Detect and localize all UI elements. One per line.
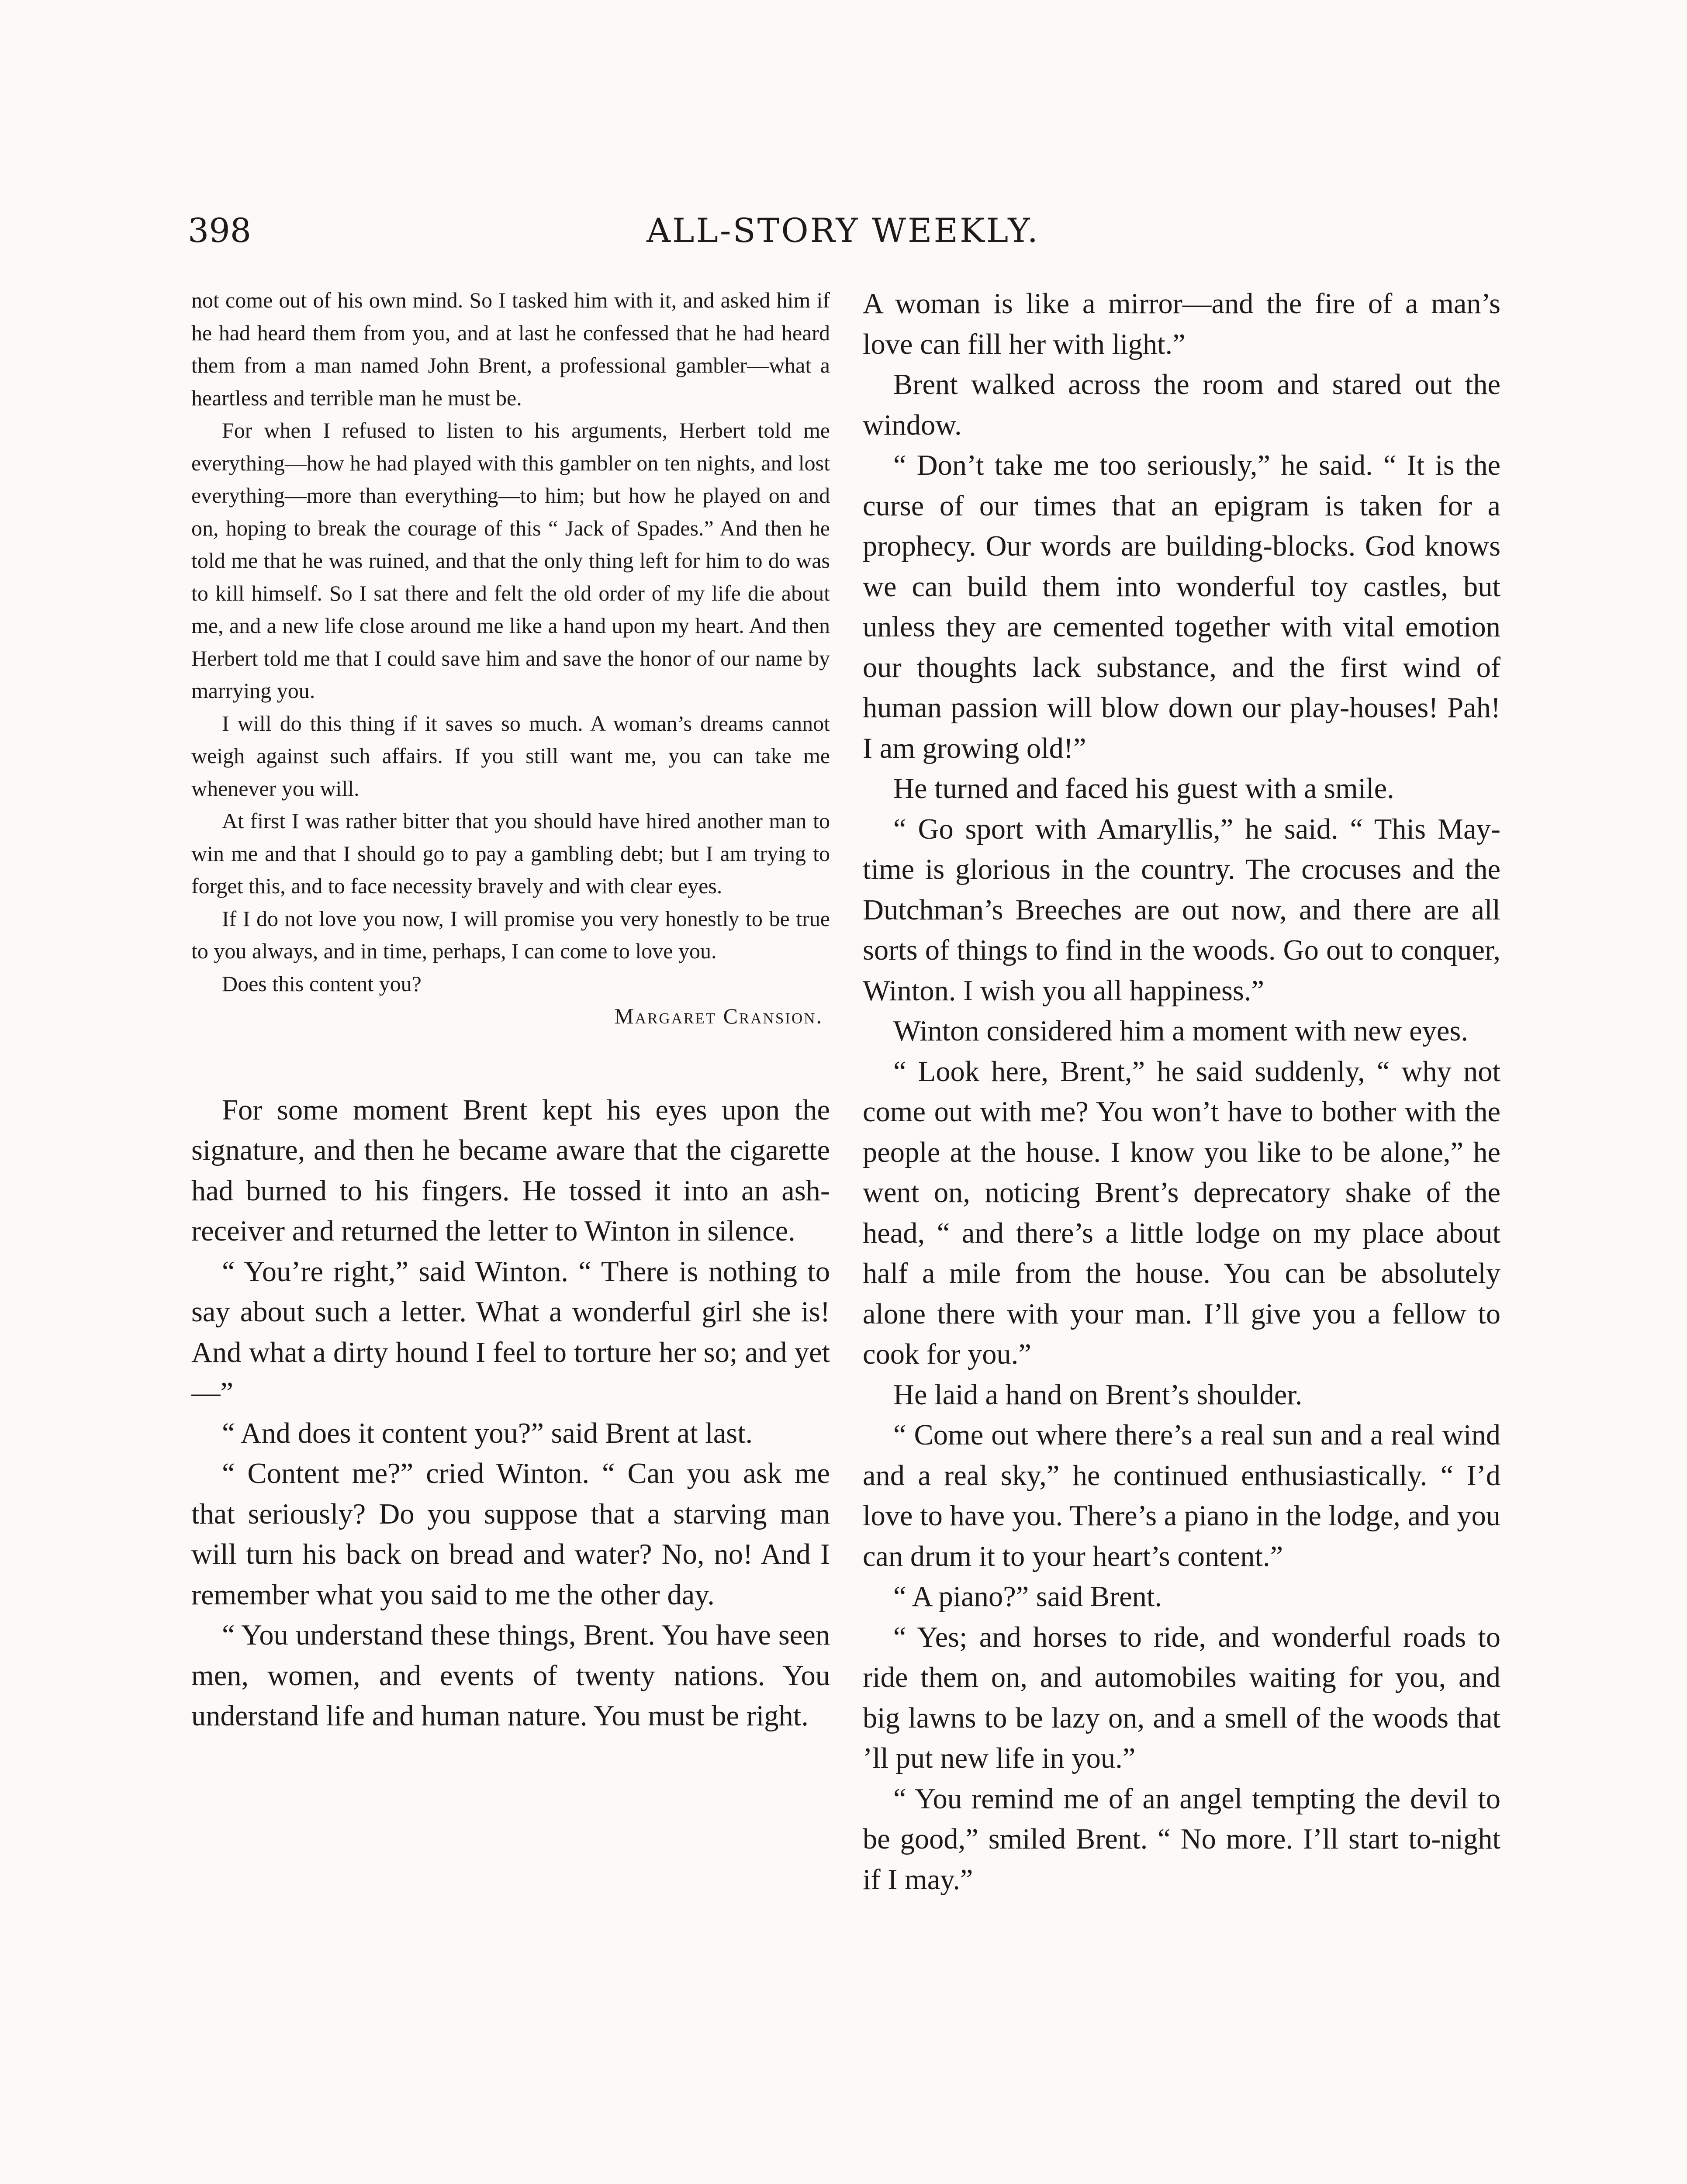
- letter-paragraph: not come out of his own mind. So I tasked him with it, and asked him if he had heard them from you, and at last he confessed that he had heard them from a man named John Brent, a professional gambler—what a heartless and terrible man he must be.: [191, 288, 830, 410]
- story-text-left: [191, 1090, 830, 1737]
- running-header: [188, 209, 1498, 261]
- story-paragraph: “ You understand these things, Brent. You have seen men, women, and events of twenty nations. You understand life and human nature. You must be right.: [191, 1619, 830, 1732]
- story-paragraph: “ You remind me of an angel tempting the devil to be good,” smiled Brent. “ No more. I’ll start to-night if I may.”: [863, 1783, 1500, 1896]
- story-paragraph: “ Yes; and horses to ride, and wonderful roads to ride them on, and automobiles waiting for you, and big lawns to be lazy on, and a smell of the woods that ’ll put new life in you.”: [863, 1621, 1500, 1774]
- letter-text: [191, 284, 830, 1033]
- story-paragraph: “ Go sport with Amaryllis,” he said. “ This May-time is glorious in the country. The crocuses and the Dutchman’s Breeches are out now, and there are all sorts of things to find in the woods. Go out to conquer, Winton. I wish you all happiness.”: [863, 813, 1500, 1007]
- right-column: [863, 284, 1500, 1900]
- story-paragraph: “ Content me?” cried Winton. “ Can you ask me that seriously? Do you suppose that a starving man will turn his back on bread and water? No, no! And I remember what you said to me the other day.: [191, 1458, 830, 1611]
- story-paragraph: For some moment Brent kept his eyes upon the signature, and then he became aware that the cigarette had burned to his fingers. He tossed it into an ash-receiver and returned the letter to Winton in silence.: [191, 1094, 830, 1247]
- letter-paragraph: For when I refused to listen to his arguments, Herbert told me everything—how he had played with this gambler on ten nights, and lost everything—more than everything—to him; but how he played on and on, hoping to break the courage of this “ Jack of Spades.” And then he told me that he was ruined, and that the only thing left for him to do was to kill himself. So I sat there and felt the old order of my life die about me, and a new life close around me like a hand upon my heart. And then Herbert told me that I could save him and save the honor of our name by marrying you.: [191, 418, 830, 703]
- story-paragraph: Brent walked across the room and stared out the window.: [863, 369, 1500, 441]
- letter-signature: Margaret Cransion.: [614, 1004, 823, 1028]
- story-paragraph: Winton considered him a moment with new eyes.: [893, 1015, 1468, 1047]
- story-paragraph: “ And does it content you?” said Brent at last.: [222, 1417, 753, 1449]
- story-paragraph: “ A piano?” said Brent.: [893, 1581, 1162, 1613]
- letter-paragraph: At first I was rather bitter that you should have hired another man to win me and that I should go to pay a gambling debt; but I am trying to forget this, and to face necessity bravely and with clear eyes.: [191, 809, 830, 898]
- story-paragraph: “ You’re right,” said Winton. “ There is nothing to say about such a letter. What a wonderful girl she is! And what a dirty hound I feel to torture her so; and yet—”: [191, 1255, 830, 1409]
- story-paragraph: “ Look here, Brent,” he said suddenly, “ why not come out with me? You won’t have to bother with the people at the house. I know you like to be alone,” he went on, noticing Brent’s deprecatory shake of the head, “ and there’s a little lodge on my place about half a mile from the house. You can be absolutely alone there with your man. I’ll give you a fellow to cook for you.”: [863, 1055, 1500, 1370]
- story-text-right: [863, 284, 1500, 1900]
- story-paragraph: He laid a hand on Brent’s shoulder.: [893, 1379, 1303, 1411]
- letter-paragraph: If I do not love you now, I will promise you very honestly to be true to you always, and in time, perhaps, I can come to love you.: [191, 906, 830, 963]
- story-paragraph: A woman is like a mirror—and the fire of a man’s love can fill her with light.”: [863, 288, 1500, 360]
- letter-paragraph: Does this content you?: [222, 971, 422, 996]
- page-number: 398: [188, 211, 252, 250]
- letter-paragraph: I will do this thing if it saves so much. A woman’s dreams cannot weigh against such affairs. If you still want me, you can take me whenever you will.: [191, 711, 830, 801]
- story-paragraph: “ Don’t take me too seriously,” he said. “ It is the curse of our times that an epigram is taken for a prophecy. Our words are building-blocks. God knows we can build them into wonderful toy castles, but unless they are cemented together with vital emotion our thoughts lack substance, and the first wind of human passion will blow down our play-houses! Pah! I am growing old!”: [863, 449, 1500, 764]
- story-paragraph: “ Come out where there’s a real sun and a real wind and a real sky,” he continued enthusiastically. “ I’d love to have you. There’s a piano in the lodge, and you can drum it to your heart’s content.”: [863, 1419, 1500, 1572]
- running-title: ALL-STORY WEEKLY.: [646, 211, 1040, 250]
- left-column: [191, 284, 830, 1737]
- story-paragraph: He turned and faced his guest with a smile.: [893, 773, 1394, 805]
